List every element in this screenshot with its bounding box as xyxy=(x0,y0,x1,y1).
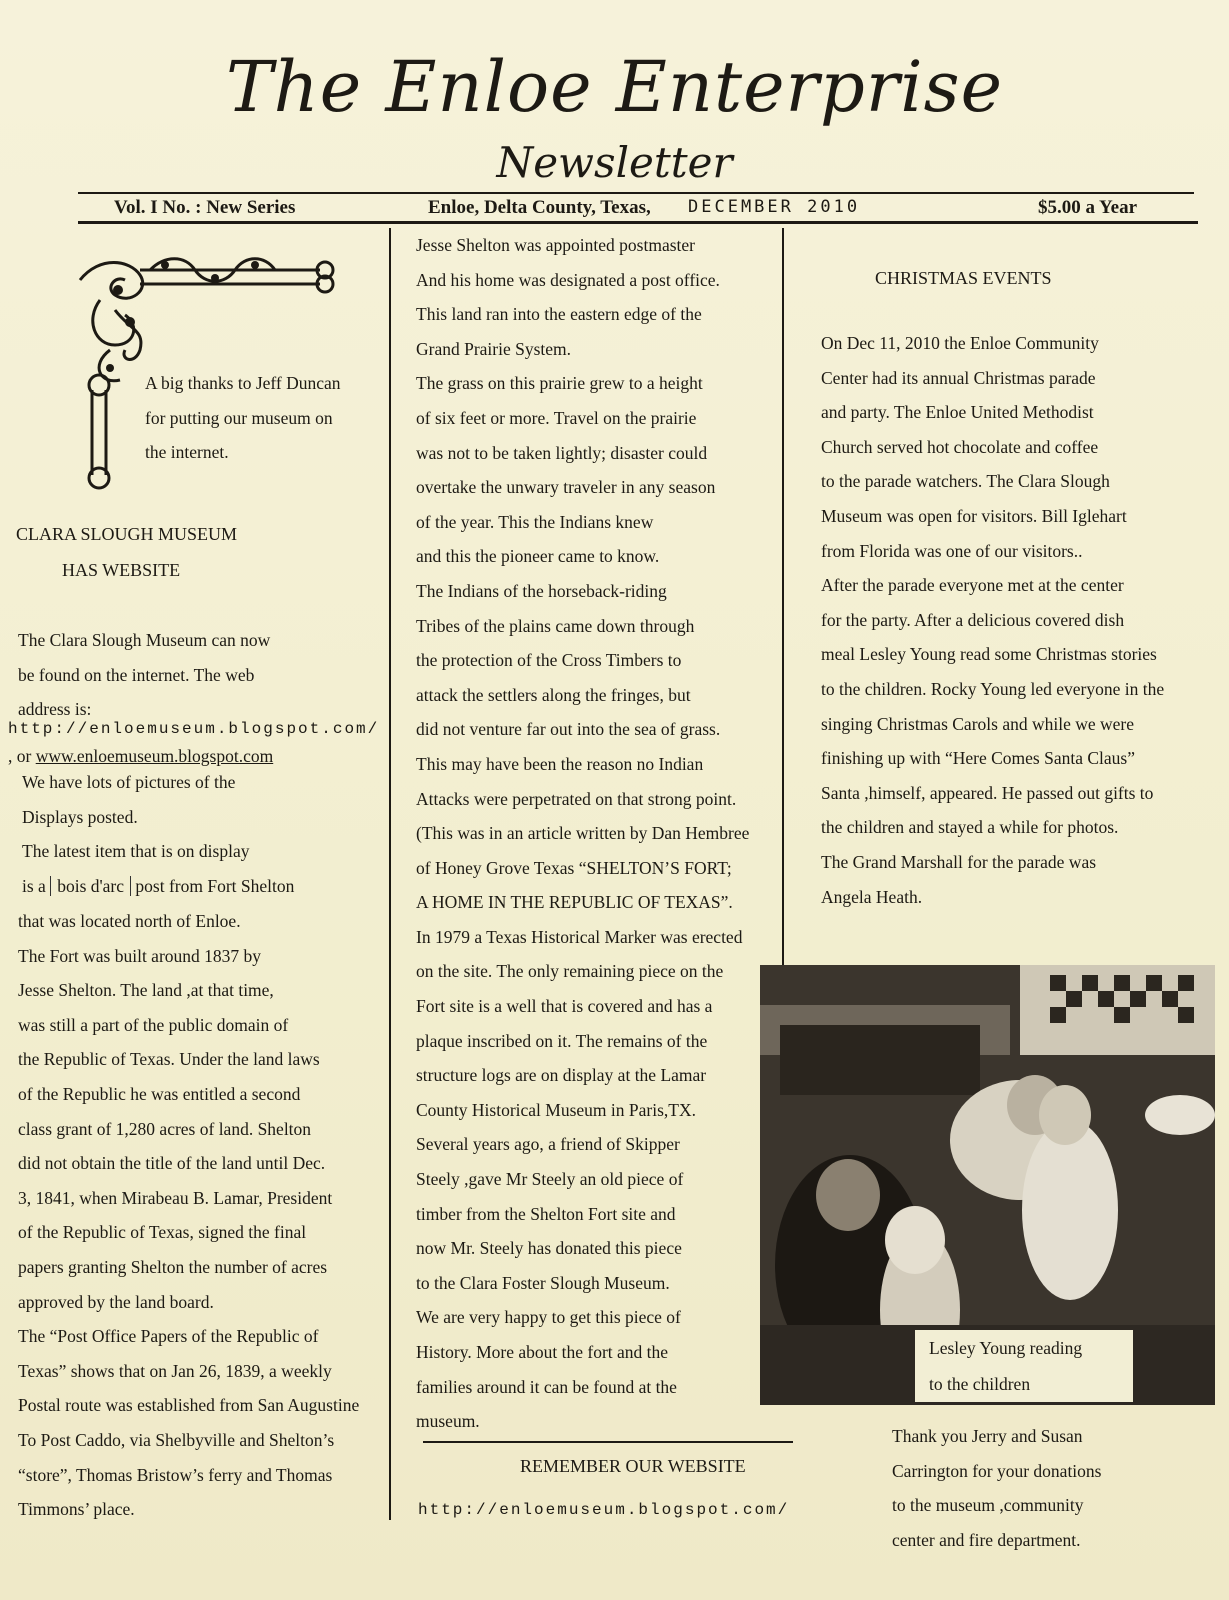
caption-line: to the children xyxy=(929,1374,1031,1394)
text-line: families around it can be found at the xyxy=(416,1376,677,1397)
text-line: In 1979 a Texas Historical Marker was erected xyxy=(416,926,743,947)
price-label: $5.00 a Year xyxy=(1038,197,1138,218)
text-line: to the parade watchers. The Clara Slough xyxy=(821,471,1110,492)
text-line: On Dec 11, 2010 the Enloe Community xyxy=(821,333,1099,353)
text-line: The “Post Office Papers of the Republic of xyxy=(18,1326,319,1347)
text-line: on the site. The only remaining piece on the xyxy=(416,961,724,982)
text-line: plaque inscribed on it. The remains of the xyxy=(416,1030,708,1051)
text-line: approved by the land board. xyxy=(18,1291,214,1312)
place-label: Enloe, Delta County, Texas, xyxy=(428,197,651,218)
text-line: attack the settlers along the fringes, but xyxy=(416,684,691,705)
thanks-jeff-duncan-block xyxy=(145,366,341,470)
text-line: Grand Prairie System. xyxy=(416,338,572,359)
text-line: Angela Heath. xyxy=(821,886,923,907)
text-line: The latest item that is on display xyxy=(22,841,250,862)
text-line: be found on the internet. The web xyxy=(18,664,255,685)
text-line: The Fort was built around 1837 by xyxy=(18,945,262,966)
text-line: Steely ,gave Mr Steely an old piece of xyxy=(416,1169,684,1190)
text-line: singing Christmas Carols and while we were xyxy=(821,713,1135,734)
text-line: We are very happy to get this piece of xyxy=(416,1307,681,1328)
shelton-fort-article xyxy=(416,228,749,1439)
text-line: Church served hot chocolate and coffee xyxy=(821,436,1099,457)
text-line: Attacks were perpetrated on that strong point. xyxy=(416,788,737,809)
text-line: now Mr. Steely has donated this piece xyxy=(416,1238,682,1259)
text-line: Santa ,himself, appeared. He passed out gifts to xyxy=(821,782,1154,803)
text-line: County Historical Museum in Paris,TX. xyxy=(416,1099,696,1120)
museum-website-heading: CLARA SLOUGH MUSEUM xyxy=(16,524,238,544)
column-divider-right xyxy=(782,228,784,968)
remember-website-url[interactable]: http://enloemuseum.blogspot.com/ xyxy=(418,1501,790,1519)
text-line: “store”, Thomas Bristow’s ferry and Thomas xyxy=(18,1464,333,1485)
photo-caption xyxy=(915,1330,1133,1402)
masthead-rule-top xyxy=(78,192,1194,194)
text-line: of the Republic he was entitled a second xyxy=(18,1083,301,1104)
text-line: the protection of the Cross Timbers to xyxy=(416,650,682,671)
text-line: was not to be taken lightly; disaster could xyxy=(416,442,708,463)
website-url-mono: http://enloemuseum.blogspot.com/ xyxy=(8,720,380,738)
text-line: did not obtain the title of the land until Dec. xyxy=(18,1153,326,1174)
text-line xyxy=(22,869,294,904)
text-line: History. More about the fort and the xyxy=(416,1342,669,1362)
text-line: to the Clara Foster Slough Museum. xyxy=(416,1272,670,1293)
text-line: Tribes of the plains came down through xyxy=(416,615,695,636)
text-line: Timmons’ place. xyxy=(18,1499,135,1520)
url-prefix: , or xyxy=(8,746,36,766)
text-line: the Republic of Texas. Under the land laws xyxy=(18,1049,320,1070)
text-fragment: post from Fort Shelton xyxy=(135,875,295,896)
text-line: and party. The Enloe United Methodist xyxy=(821,402,1094,423)
text-line: museum. xyxy=(416,1411,480,1432)
text-line: that was located north of Enloe. xyxy=(18,911,241,931)
text-line: The Clara Slough Museum can now xyxy=(18,630,271,650)
text-line: This may have been the reason no Indian xyxy=(416,753,704,774)
text-line: Texas” shows that on Jan 26, 1839, a weekly xyxy=(18,1360,332,1381)
text-line: Jesse Shelton was appointed postmaster xyxy=(416,235,695,255)
museum-website-heading-line2: HAS WEBSITE xyxy=(62,560,181,580)
donations-thanks-text xyxy=(892,1419,1101,1557)
text-line: Carrington for your donations xyxy=(892,1460,1102,1481)
text-line: Museum was open for visitors. Bill Iglehart xyxy=(821,505,1127,526)
text-line: to the museum ,community xyxy=(892,1495,1084,1516)
text-line: Center had its annual Christmas parade xyxy=(821,367,1096,388)
middle-column-rule xyxy=(423,1441,793,1443)
text-line: of the year. This the Indians knew xyxy=(416,511,654,532)
masthead-subtitle: Newsletter xyxy=(496,138,733,187)
bois-darc-label: bois d'arc xyxy=(50,876,131,896)
museum-website-intro xyxy=(18,623,270,727)
text-line: of six feet or more. Travel on the prairie xyxy=(416,407,697,428)
text-line: The Grand Marshall for the parade was xyxy=(821,851,1097,872)
fort-history-text xyxy=(18,904,359,1527)
text-line: The Indians of the horseback-riding xyxy=(416,580,667,601)
remember-website-heading: REMEMBER OUR WEBSITE xyxy=(520,1456,746,1476)
text-line: papers granting Shelton the number of acres xyxy=(18,1256,328,1277)
text-line: and this the pioneer came to know. xyxy=(416,546,660,567)
text-line: class grant of 1,280 acres of land. Shelton xyxy=(18,1118,312,1139)
text-line: center and fire department. xyxy=(892,1529,1081,1550)
text-line: finishing up with “Here Comes Santa Claus” xyxy=(821,748,1135,769)
text-line: To Post Caddo, via Shelbyville and Shelton’s xyxy=(18,1429,335,1450)
museum-display-text xyxy=(22,765,294,903)
text-line: of the Republic of Texas, signed the final xyxy=(18,1222,307,1243)
masthead-rule-bottom xyxy=(78,221,1198,224)
text-line: This land ran into the eastern edge of the xyxy=(416,304,702,325)
text-line: Postal route was established from San Augustine xyxy=(18,1395,360,1416)
text-line: We have lots of pictures of the xyxy=(22,772,236,792)
christmas-events-text xyxy=(821,326,1164,914)
text-line: the children and stayed a while for photos. xyxy=(821,817,1119,838)
text-line: to the children. Rocky Young led everyone in the xyxy=(821,678,1165,699)
text-line: And his home was designated a post office. xyxy=(416,269,720,290)
text-line: (This was in an article written by Dan Hembree xyxy=(416,823,750,844)
text-line: meal Lesley Young read some Christmas stories xyxy=(821,644,1157,665)
text-line: the internet. xyxy=(145,442,229,463)
text-line: A big thanks to Jeff Duncan xyxy=(145,373,341,393)
website-url-line xyxy=(8,746,273,767)
text-line: timber from the Shelton Fort site and xyxy=(416,1203,676,1224)
text-line: was still a part of the public domain of xyxy=(18,1014,289,1035)
text-line: for the party. After a delicious covered dish xyxy=(821,609,1125,630)
text-line: from Florida was one of our visitors.. xyxy=(821,540,1083,561)
masthead-title: The Enloe Enterprise xyxy=(225,46,1004,128)
text-line: The grass on this prairie grew to a height xyxy=(416,373,703,394)
text-fragment: is a xyxy=(22,875,46,896)
text-line: of Honey Grove Texas “SHELTON’S FORT; xyxy=(416,857,732,878)
text-line: After the parade everyone met at the center xyxy=(821,575,1124,596)
date-label: DECEMBER 2010 xyxy=(688,197,861,217)
text-line: did not venture far out into the sea of grass. xyxy=(416,719,721,740)
text-line: Thank you Jerry and Susan xyxy=(892,1426,1083,1446)
website-link[interactable]: www.enloemuseum.blogspot.com xyxy=(35,746,274,766)
volume-label: Vol. I No. : New Series xyxy=(114,197,296,218)
text-line: overtake the unwary traveler in any season xyxy=(416,477,716,498)
text-line: Jesse Shelton. The land ,at that time, xyxy=(18,980,274,1001)
text-line: address is: xyxy=(18,699,92,720)
text-line: A HOME IN THE REPUBLIC OF TEXAS”. xyxy=(416,892,733,913)
text-line: structure logs are on display at the Lamar xyxy=(416,1065,707,1086)
text-line: Several years ago, a friend of Skipper xyxy=(416,1134,680,1155)
text-line: Displays posted. xyxy=(22,806,138,827)
christmas-events-heading: CHRISTMAS EVENTS xyxy=(875,268,1052,288)
text-line: Fort site is a well that is covered and has a xyxy=(416,996,713,1017)
caption-line: Lesley Young reading xyxy=(929,1338,1083,1358)
text-line: 3, 1841, when Mirabeau B. Lamar, President xyxy=(18,1187,333,1208)
text-line: for putting our museum on xyxy=(145,407,333,428)
column-divider-left xyxy=(389,228,391,1520)
